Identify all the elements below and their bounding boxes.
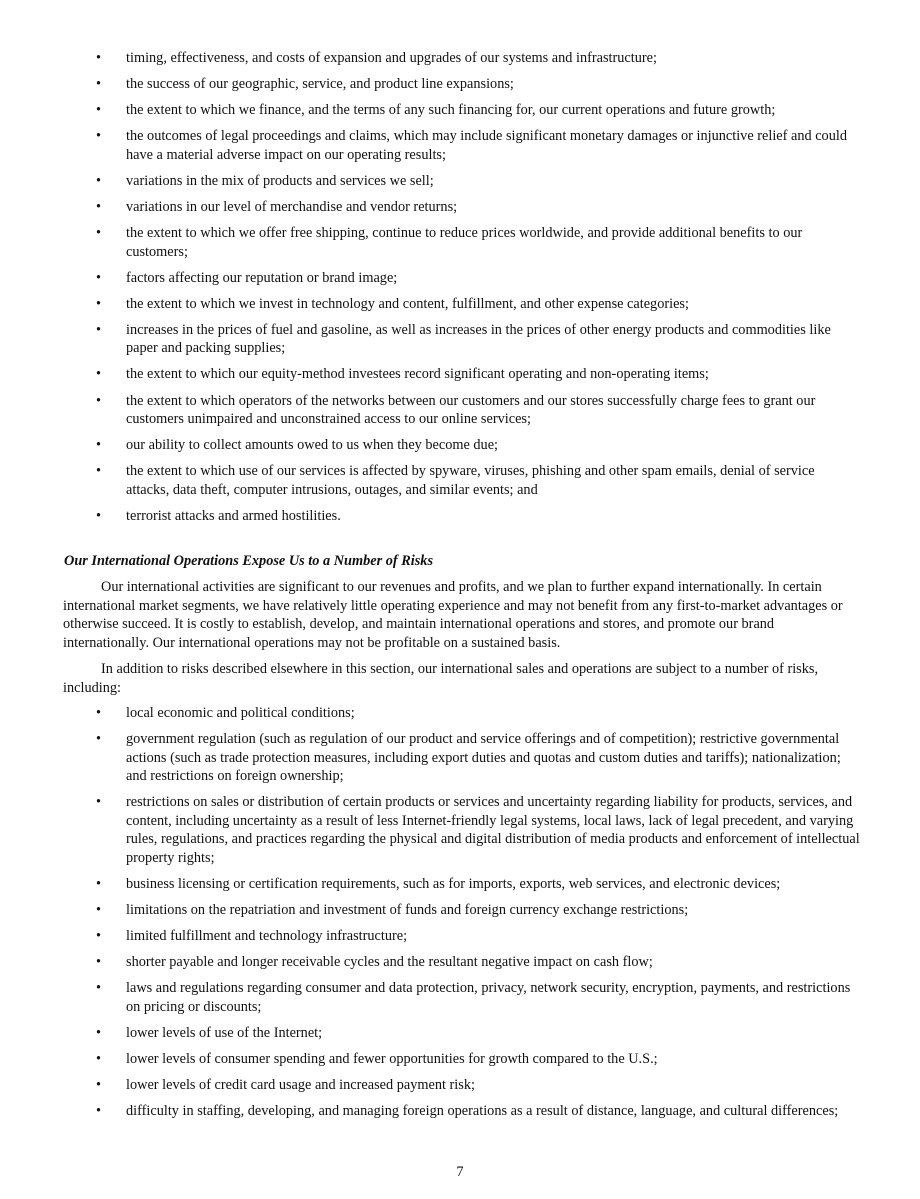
list-item-text: lower levels of consumer spending and fewer opportunities for growth compared to the U.S.;: [126, 1050, 658, 1067]
list-item: [0, 901, 920, 920]
list-item-text: the extent to which we invest in technology and content, fulfillment, and other expense categories;: [126, 295, 689, 312]
list-item-text: shorter payable and longer receivable cycles and the resultant negative impact on cash flow;: [126, 954, 653, 971]
list-item: [0, 1102, 920, 1121]
list-item-text: the extent to which we offer free shipping, continue to reduce prices worldwide, and provide additional benefits to our customers;: [126, 225, 803, 260]
list-item-text: timing, effectiveness, and costs of expansion and upgrades of our systems and infrastructure;: [126, 50, 657, 66]
list-item-text: terrorist attacks and armed hostilities.: [126, 507, 341, 524]
body-paragraph: In addition to risks described elsewhere in this section, our international sales and operations are subject to a number of risks, including:: [63, 661, 819, 696]
bullet-icon: •: [96, 437, 102, 454]
list-item: [0, 1024, 920, 1043]
international-risks-list: [0, 704, 920, 1128]
list-item: [0, 875, 920, 894]
bullet-icon: •: [96, 50, 102, 66]
bullet-icon: •: [96, 1024, 102, 1041]
list-item-text: the extent to which our equity-method investees record significant operating and non-operating items;: [126, 366, 709, 383]
list-item-text: the outcomes of legal proceedings and claims, which may include significant monetary damages or injunctive relief and could have a material adverse impact on our operating results;: [126, 128, 847, 163]
list-item-text: the success of our geographic, service, and product line expansions;: [126, 76, 514, 93]
bullet-icon: •: [96, 794, 102, 811]
list-item: [0, 49, 920, 68]
list-item: [0, 704, 920, 723]
list-item: [0, 392, 920, 429]
list-item: [0, 953, 920, 972]
bullet-icon: •: [96, 1076, 102, 1093]
list-item-text: business licensing or certification requirements, such as for imports, exports, web services, and electronic devices;: [126, 875, 781, 892]
list-item: [0, 295, 920, 314]
list-item: [0, 793, 920, 867]
list-item-text: lower levels of credit card usage and increased payment risk;: [126, 1076, 475, 1093]
bullet-icon: •: [96, 392, 102, 409]
list-item-text: restrictions on sales or distribution of certain products or services and uncertainty regarding liability for products, services, and content, including uncertainty as a result of less Internet-friendly legal systems, local laws, lack of legal precedent, and varying rules, regulations, and practices regarding the physical and digital distribution of media products and enforcement of intellectual property rights;: [126, 794, 860, 866]
list-item: [0, 730, 920, 786]
bullet-icon: •: [96, 225, 102, 242]
body-paragraph: Our international activities are significant to our revenues and profits, and we plan to further expand internationally. In certain international market segments, we have relatively little operating experience and may not benefit from any first-to-market advantages or otherwise succeed. It is costly to establish, develop, and maintain international operations and stores, and promote our brand internationally. Our international operations may not be profitable on a sustained basis.: [63, 579, 843, 651]
list-item: [0, 462, 920, 499]
list-item: [0, 436, 920, 455]
list-item-text: lower levels of use of the Internet;: [126, 1024, 323, 1041]
list-item: [0, 101, 920, 120]
bullet-icon: •: [96, 1103, 102, 1120]
list-item-text: the extent to which operators of the networks between our customers and our stores successfully charge fees to grant our customers unimpaired and unconstrained access to our online services;: [126, 392, 816, 428]
list-item-text: variations in the mix of products and services we sell;: [126, 172, 434, 189]
list-item: [0, 269, 920, 288]
list-item: [0, 198, 920, 217]
list-item-text: the extent to which we finance, and the terms of any such financing for, our current operations and future growth;: [126, 102, 776, 119]
list-item-text: laws and regulations regarding consumer and data protection, privacy, network security, encryption, payments, and restrictions on pricing or discounts;: [126, 980, 851, 1015]
bullet-icon: •: [96, 76, 102, 93]
bullet-icon: •: [96, 366, 102, 383]
list-item: [0, 321, 920, 358]
list-item-text: limited fulfillment and technology infrastructure;: [126, 927, 408, 944]
list-item: [0, 224, 920, 261]
bullet-icon: •: [96, 102, 102, 119]
list-item-text: variations in our level of merchandise and vendor returns;: [126, 198, 458, 215]
bullet-icon: •: [96, 954, 102, 971]
list-item-text: the extent to which use of our services is affected by spyware, viruses, phishing and other spam emails, denial of service attacks, data theft, computer intrusions, outages, and similar events; and: [126, 463, 815, 498]
list-item-text: local economic and political conditions;: [126, 705, 355, 721]
list-item-text: government regulation (such as regulation of our product and service offerings and of competition); restrictive governmental actions (such as trade protection measures, including export duties and quotas and custom duties and tariffs); nationalization; and restrictions on foreign ownership;: [126, 731, 841, 785]
bullet-icon: •: [96, 705, 102, 721]
section-heading: Our International Operations Expose Us to a Number of Risks: [64, 553, 434, 569]
risk-factors-list: [0, 49, 920, 533]
list-item: [0, 172, 920, 191]
list-item-text: our ability to collect amounts owed to us when they become due;: [126, 437, 499, 454]
bullet-icon: •: [96, 875, 102, 892]
bullet-icon: •: [96, 1050, 102, 1067]
list-item-text: limitations on the repatriation and investment of funds and foreign currency exchange restrictions;: [126, 901, 689, 918]
bullet-icon: •: [96, 507, 102, 524]
list-item-text: increases in the prices of fuel and gasoline, as well as increases in the prices of other energy products and commodities like paper and packing supplies;: [126, 321, 831, 357]
bullet-icon: •: [96, 901, 102, 918]
page-number: 7: [456, 1164, 464, 1180]
bullet-icon: •: [96, 927, 102, 944]
list-item: [0, 1050, 920, 1069]
list-item: [0, 365, 920, 384]
list-item: [0, 1076, 920, 1095]
list-item-text: factors affecting our reputation or brand image;: [126, 269, 398, 286]
bullet-icon: •: [96, 269, 102, 286]
bullet-icon: •: [96, 463, 102, 480]
list-item: [0, 127, 920, 164]
bullet-icon: •: [96, 295, 102, 312]
list-item: [0, 507, 920, 526]
bullet-icon: •: [96, 198, 102, 215]
bullet-icon: •: [96, 172, 102, 189]
bullet-icon: •: [96, 980, 102, 997]
bullet-icon: •: [96, 321, 102, 338]
list-item-text: difficulty in staffing, developing, and managing foreign operations as a result of distance, language, and cultural differences;: [126, 1103, 839, 1120]
bullet-icon: •: [96, 128, 102, 145]
list-item: [0, 75, 920, 94]
list-item: [0, 927, 920, 946]
list-item: [0, 979, 920, 1016]
bullet-icon: •: [96, 731, 102, 748]
